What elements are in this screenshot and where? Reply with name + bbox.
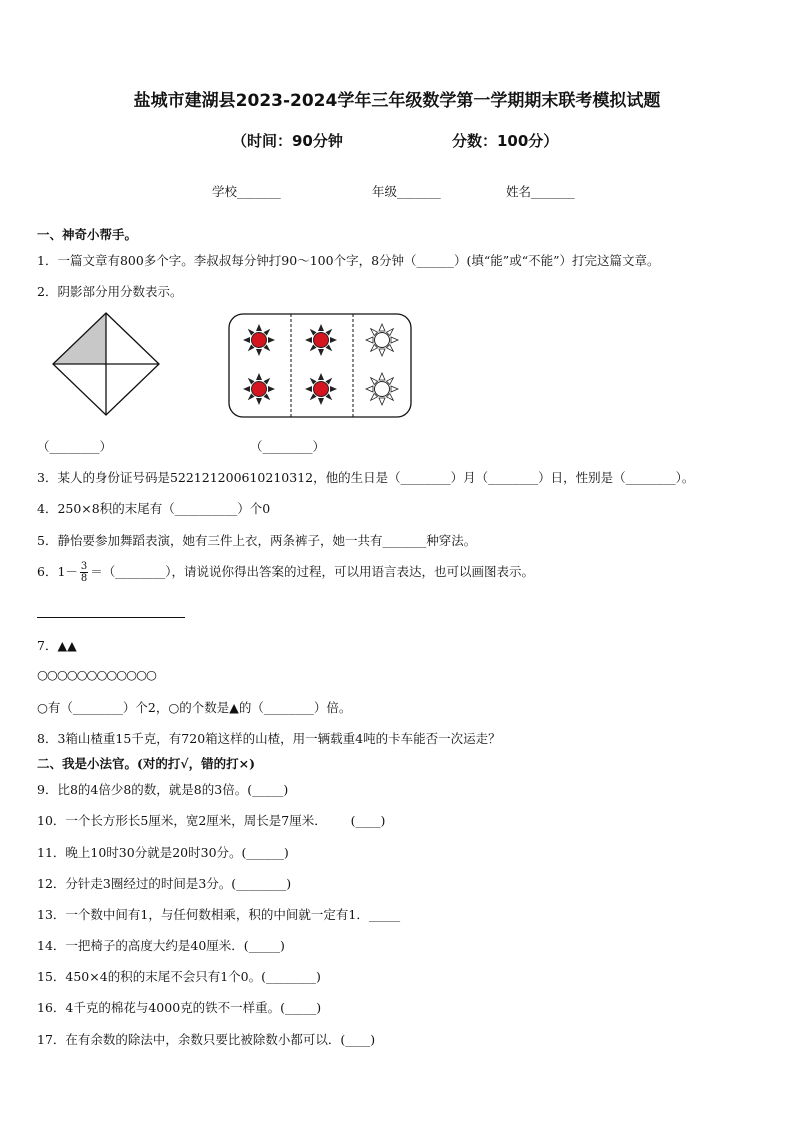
name-field[interactable]: 姓名_______ [506,184,575,199]
question-15: 15．450×4的积的末尾不会只有1个0。(________) [37,969,321,984]
sun-red-icon [305,324,337,356]
question-6-suffix: ＝（________），请说说你得出答案的过程，可以用语言表达，也可以画图表示。 [90,564,535,579]
question-2-blank-a[interactable]: （________） [37,439,113,454]
sun-red-icon [243,324,275,356]
exam-title: 盐城市建湖县2023-2024学年三年级数学第一学期期末联考模拟试题 [133,91,661,111]
sun-red-icon [243,373,275,405]
section-1-heading: 一、神奇小帮手。 [37,227,138,242]
question-6-prefix: 6．1－ [37,564,78,579]
question-17: 17．在有余数的除法中，余数只要比被除数小都可以．(____) [37,1032,376,1047]
question-1: 1．一篇文章有800多个字。李叔叔每分钟打90～100个字，8分钟（______）(填“能”或“不能”）打完这篇文章。 [37,253,660,268]
question-8: 8．3箱山楂重15千克，有720箱这样的山楂，用一辆载重4吨的卡车能否一次运走？ [37,731,501,746]
question-6 [37,561,534,584]
school-field[interactable]: 学校_______ [212,184,281,199]
question-3: 3．某人的身份证号码是522121200610210312，他的生日是（________）月（________）日，性别是（________）。 [37,470,695,485]
question-13: 13．一个数中间有1，与任何数相乘，积的中间就一定有1．_____ [37,907,401,922]
exam-score: 分数：100分） [452,132,559,150]
question-5: 5．静怡要参加舞蹈表演，她有三件上衣，两条裤子，她一共有_______种穿法。 [37,533,477,548]
fraction-numerator: 3 [80,561,88,572]
question-9: 9．比8的4倍少8的数，就是8的3倍。(_____) [37,782,289,797]
question-10: 10．一个长方形长5厘米，宽2厘米，周长是7厘米． (____) [37,813,386,828]
answer-line[interactable] [37,617,185,618]
suns-figure [228,313,413,419]
question-7-circles: ○○○○○○○○○○○○ [37,667,156,682]
question-7: 7．▲▲ [37,638,77,653]
exam-time: （时间：90分钟 [232,132,343,150]
diamond-figure [50,310,162,418]
question-11: 11．晚上10时30分就是20时30分。(______) [37,845,289,860]
question-4: 4．250×8积的末尾有（__________）个0 [37,501,271,516]
question-2: 2．阴影部分用分数表示。 [37,284,183,299]
grade-field[interactable]: 年级_______ [372,184,441,199]
fraction-denominator: 8 [80,573,88,584]
question-16: 16．4千克的棉花与4000克的铁不一样重。(_____) [37,1000,322,1015]
sun-red-icon [305,373,337,405]
question-7b: ○有（________）个2，○的个数是▲的（________）倍。 [37,700,352,715]
question-2-blank-b[interactable]: （________） [250,439,326,454]
section-2-heading: 二、我是小法官。(对的打√，错的打×) [37,756,256,771]
question-14: 14．一把椅子的高度大约是40厘米．(_____) [37,938,285,953]
question-12: 12．分针走3圈经过的时间是3分。(________) [37,876,292,891]
fraction [80,561,88,584]
